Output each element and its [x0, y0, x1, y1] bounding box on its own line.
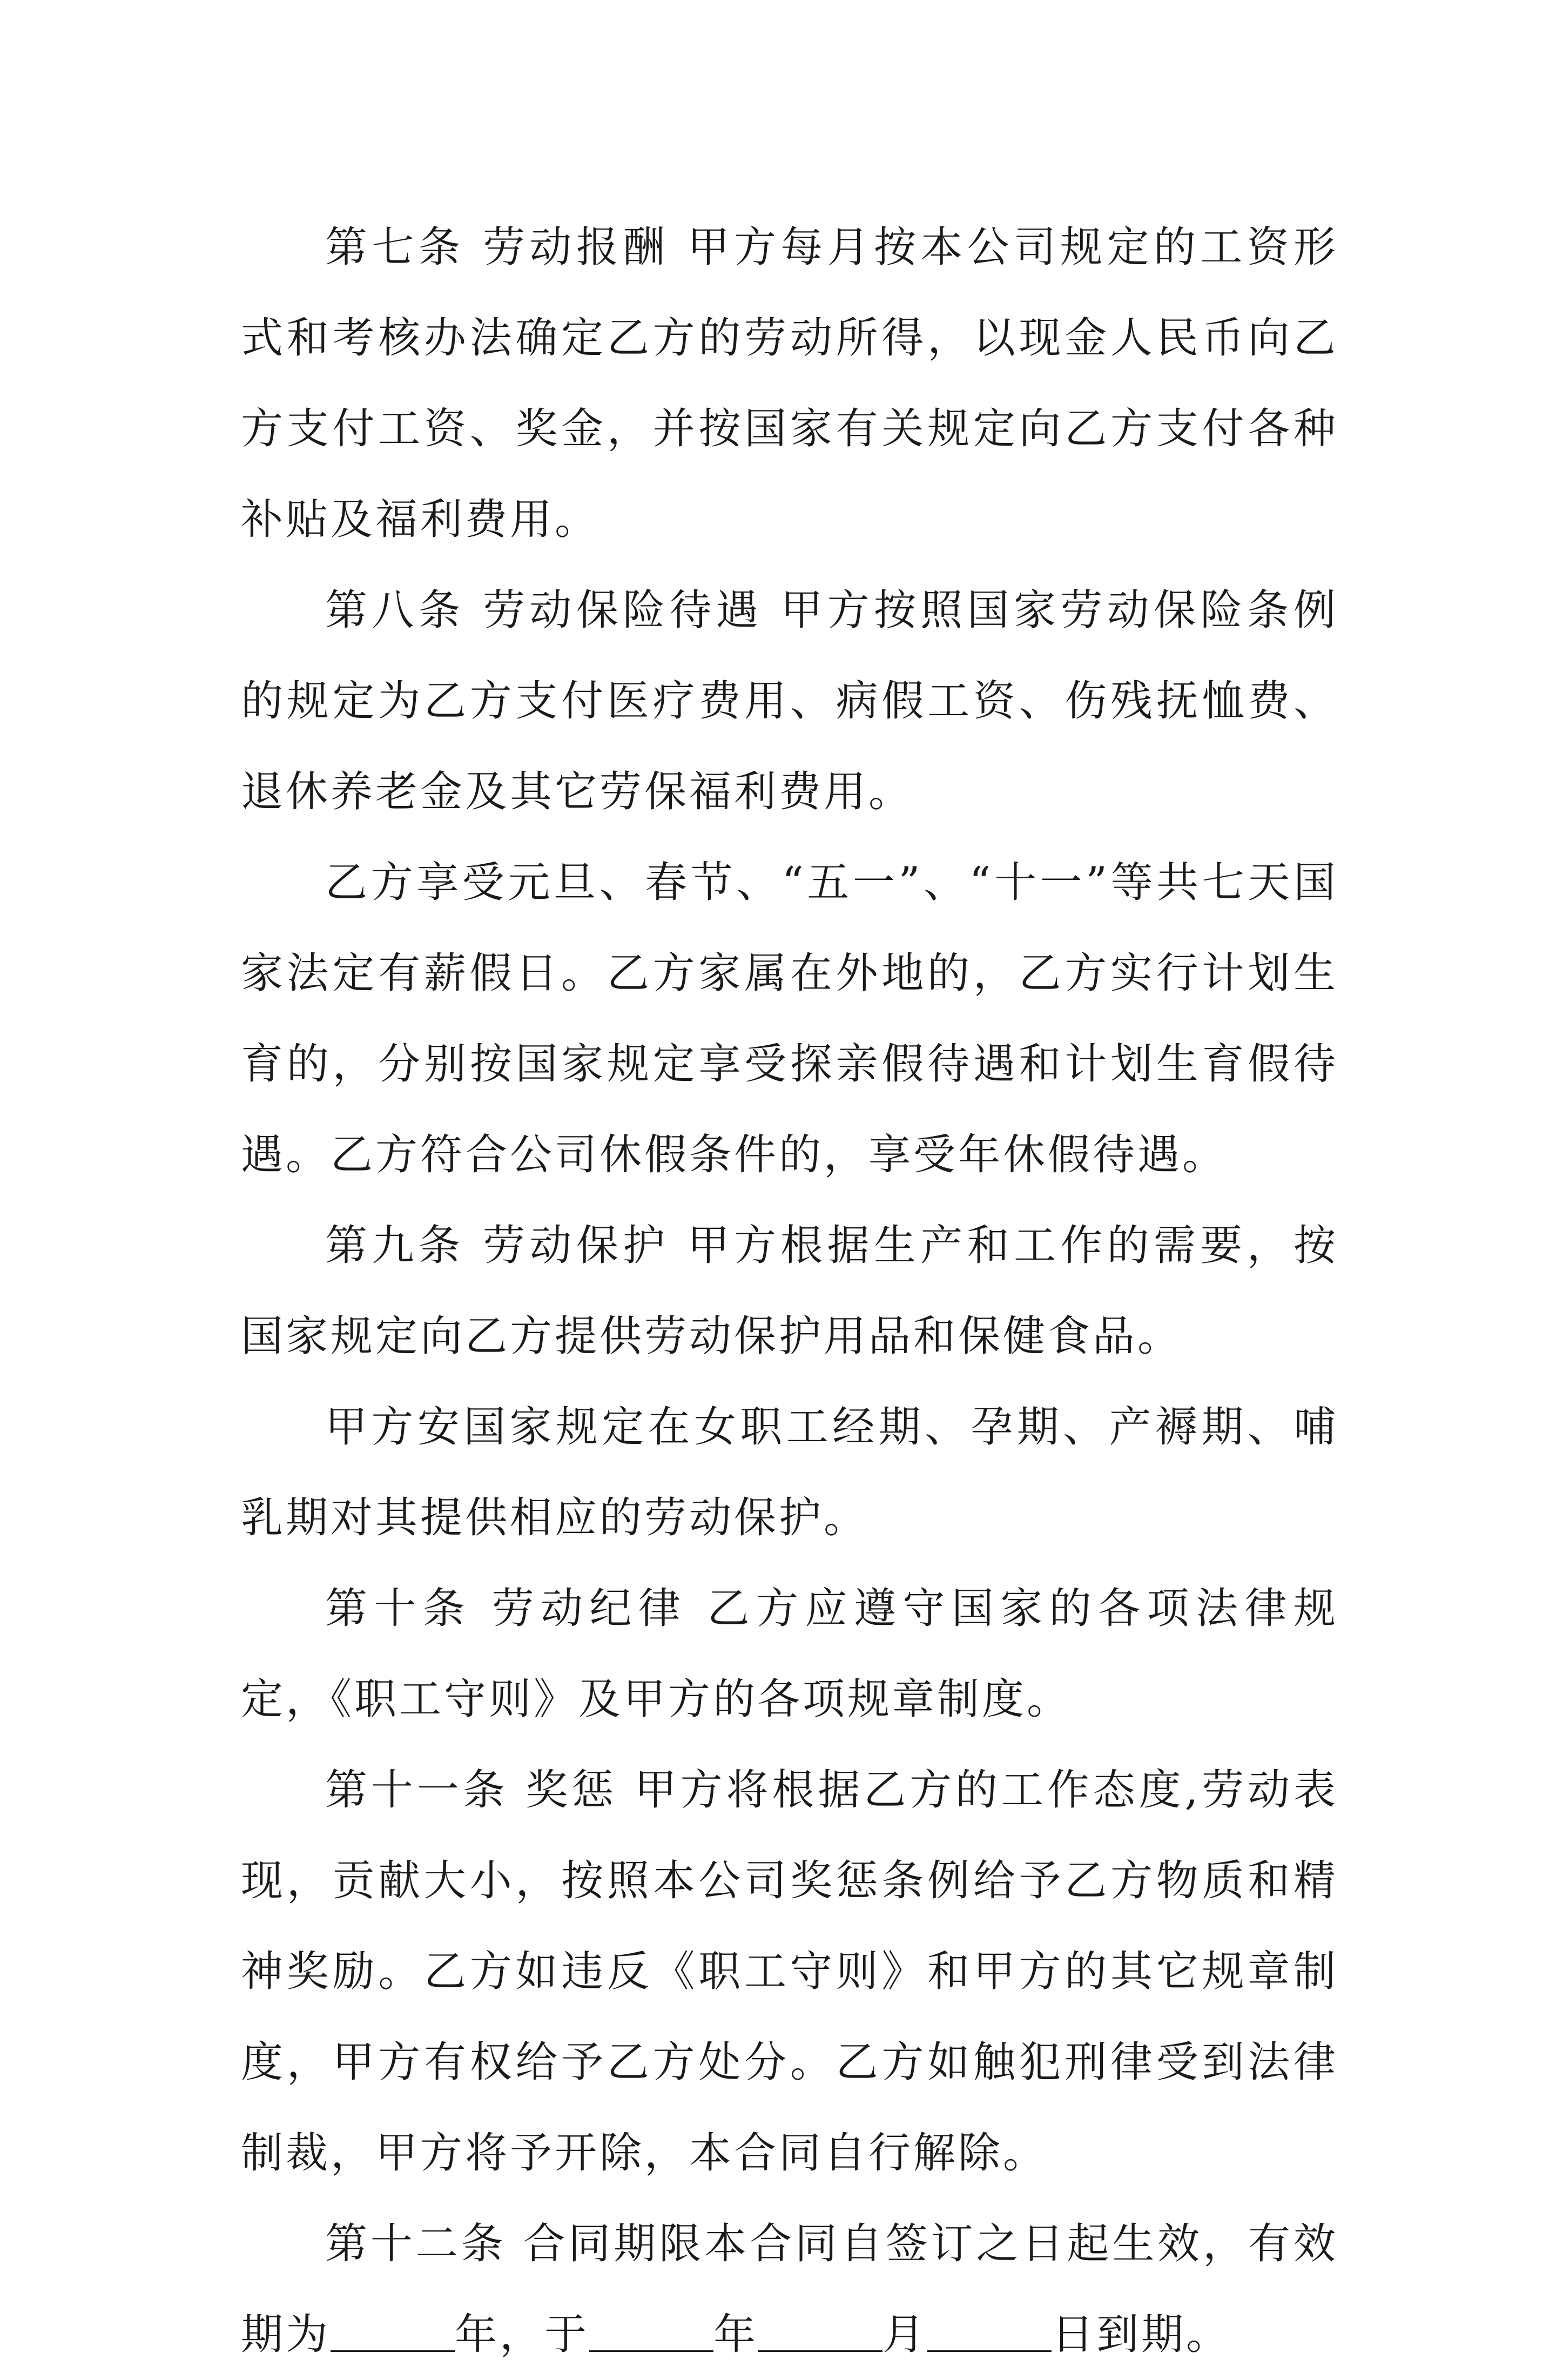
end-year-blank — [589, 2308, 713, 2352]
end-month-unit: 月 — [882, 2310, 928, 2359]
holiday-paragraph: 乙方享受元旦、春节、“五一”、“十一”等共七天国家法定有薪假日。乙方家属在外地的，乙方实行计划生育的，分别按国家规定享受探亲假待遇和计划生育假待遇。乙方符合公司休假条件的，享受年休假待遇。 — [241, 858, 1338, 1179]
contract-body — [241, 202, 1338, 2380]
term-clause-lead: 第十二条 合同期限本合同自签订之日起生效，有效期为 — [241, 2220, 1338, 2359]
article-9-paragraph: 第九条 劳动保护 甲方根据生产和工作的需要，按国家规定向乙方提供劳动保护用品和保健食品。 — [241, 1221, 1338, 1361]
end-year-unit: 年 — [713, 2310, 759, 2359]
article-7-paragraph: 第七条 劳动报酬 甲方每月按本公司规定的工资形式和考核办法确定乙方的劳动所得，以现金人民币向乙方支付工资、奖金，并按国家有关规定向乙方支付各种补贴及福利费用。 — [241, 223, 1338, 544]
article-10-paragraph: 第十条 劳动纪律 乙方应遵守国家的各项法律规定，《职工守则》及甲方的各项规章制度。 — [241, 1584, 1338, 1724]
end-day-blank — [927, 2308, 1052, 2352]
article-11-paragraph: 第十一条 奖惩 甲方将根据乙方的工作态度,劳动表现，贡献大小，按照本公司奖惩条例给予乙方物质和精神奖励。乙方如违反《职工守则》和甲方的其它规章制度，甲方有权给予乙方处分。乙方如触犯刑律受到法律制裁，甲方将予开除，本合同自行解除。 — [241, 1766, 1338, 2177]
article-12-paragraph — [241, 2199, 1338, 2380]
end-day-tail: 日到期。 — [1052, 2310, 1231, 2359]
female-protection-paragraph: 甲方安国家规定在女职工经期、孕期、产褥期、哺乳期对其提供相应的劳动保护。 — [241, 1403, 1338, 1542]
article-8-paragraph: 第八条 劳动保险待遇 甲方按照国家劳动保险条例的规定为乙方支付医疗费用、病假工资、伤残抚恤费、退休养老金及其它劳保福利费用。 — [241, 586, 1338, 816]
end-month-blank — [758, 2308, 882, 2352]
term-years-blank — [331, 2308, 455, 2352]
term-years-unit: 年，于 — [455, 2310, 590, 2359]
